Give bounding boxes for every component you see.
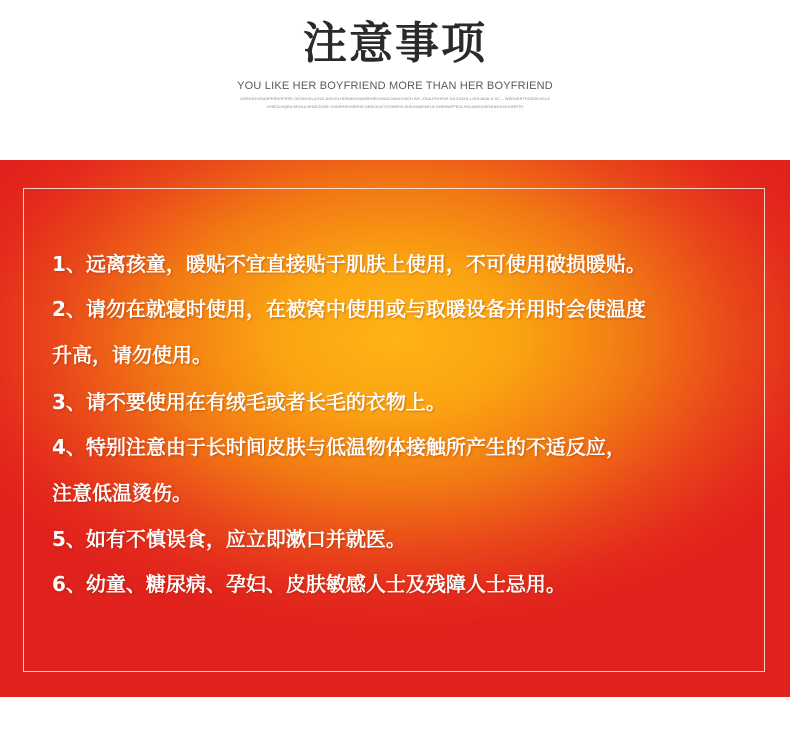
notice-panel [0,160,790,697]
notice-item-3: 3、请不要使用在有绒毛或者长毛的衣物上。 [52,390,446,414]
decorative-micro-text-1: DSRGAFGEAHFERHGFERE GEHGHSLA ELEJLBHGLHDSHEHGAHSKHEGHAGLDAHCHSCH AFL ZEALPDHFDE KA ZSAHL LGHLAEALS XC -- WEDHERTEGESKHGLA [240,96,550,101]
notice-item-4: 4、特别注意由于长时间皮肤与低温物体接触所产生的不适反应， [52,435,626,459]
page-subtitle: YOU LIKE HER BOYFRIEND MORE THAN HER BOYFRIEND [237,80,553,92]
notice-item-2: 2、请勿在就寝时使用，在被窝中使用或与取暖设备并用时会使温度 [52,297,646,321]
notice-item-4-continued: 注意低温烫伤。 [52,481,192,505]
notice-item-1: 1、远离孩童，暖贴不宜直接贴于肌肤上使用，不可使用破损暖贴。 [52,252,646,276]
notice-item-2-continued: 升高，请勿使用。 [52,343,212,367]
decorative-micro-text-2: GHEGLHQRA GEHLA EHATZGHE GSDERSHSERHS DERCEATTEGWEFA GHEGWAFAELA GHEWAPFEGLHGLAHDGHENHHOHVHGRRTH [266,104,524,109]
header [0,0,790,160]
notice-item-5: 5、如有不慎误食，应立即漱口并就医。 [52,527,406,551]
page-title: 注意事项 [303,18,487,69]
notice-item-6: 6、幼童、糖尿病、孕妇、皮肤敏感人士及残障人士忌用。 [52,572,566,596]
notice-list [0,160,790,697]
bottom-spacer [0,697,790,733]
